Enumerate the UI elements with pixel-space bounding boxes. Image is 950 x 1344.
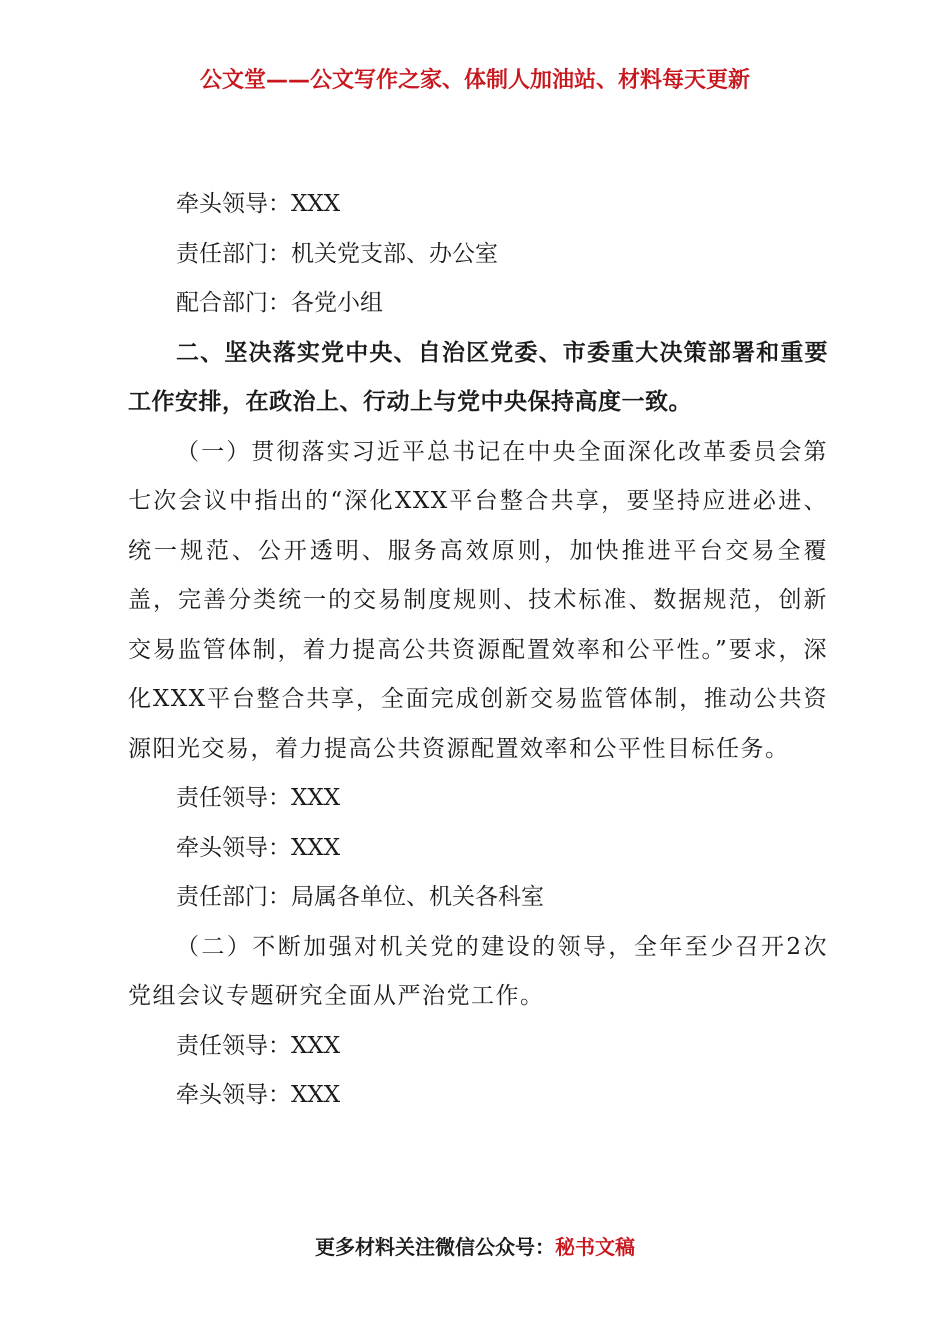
lead-leader-line-2: 牵头领导：XXX bbox=[176, 834, 341, 861]
footer-account: 秘书文稿 bbox=[555, 1235, 635, 1259]
responsible-dept-line: 责任部门：机关党支部、办公室 bbox=[176, 240, 498, 267]
item-1-paragraph: （一）贯彻落实习近平总书记在中央全面深化改革委员会第七次会议中指出的“深化XXX平台整合共享，要坚持应进必进、统一规范、公开透明、服务高效原则，加快推进平台交易全覆盖，完善分类统一的交易制度规则、技术标准、数据规范，创新交易监管体制，着力提高公共资源配置效率和公平性。”要求，深化XXX平台整合共享，全面完成创新交易监管体制，推动公共资源阳光交易，着力提高公共资源配置效率和公平性目标任务。 bbox=[128, 438, 828, 762]
document-body bbox=[128, 180, 828, 1121]
page-footer bbox=[0, 1233, 950, 1261]
responsible-dept-line-2: 责任部门：局属各单位、机关各科室 bbox=[176, 884, 544, 910]
section-heading-2: 二、坚决落实党中央、自治区党委、市委重大决策部署和重要工作安排，在政治上、行动上与党中央保持高度一致。 bbox=[128, 339, 828, 415]
lead-leader-line: 牵头领导：XXX bbox=[176, 191, 341, 217]
lead-leader-line-3: 牵头领导：XXX bbox=[176, 1082, 341, 1108]
coop-dept-line: 配合部门：各党小组 bbox=[176, 290, 383, 316]
footer-prefix: 更多材料关注微信公众号： bbox=[315, 1235, 555, 1259]
responsible-leader-line: 责任领导：XXX bbox=[176, 785, 341, 811]
header-text: 公文堂——公文写作之家、体制人加油站、材料每天更新 bbox=[199, 68, 750, 93]
item-2-paragraph: （二）不断加强对机关党的建设的领导，全年至少召开2次党组会议专题研究全面从严治党工作。 bbox=[128, 933, 828, 1009]
page-header bbox=[0, 66, 950, 96]
responsible-leader-line-2: 责任领导：XXX bbox=[176, 1032, 341, 1059]
